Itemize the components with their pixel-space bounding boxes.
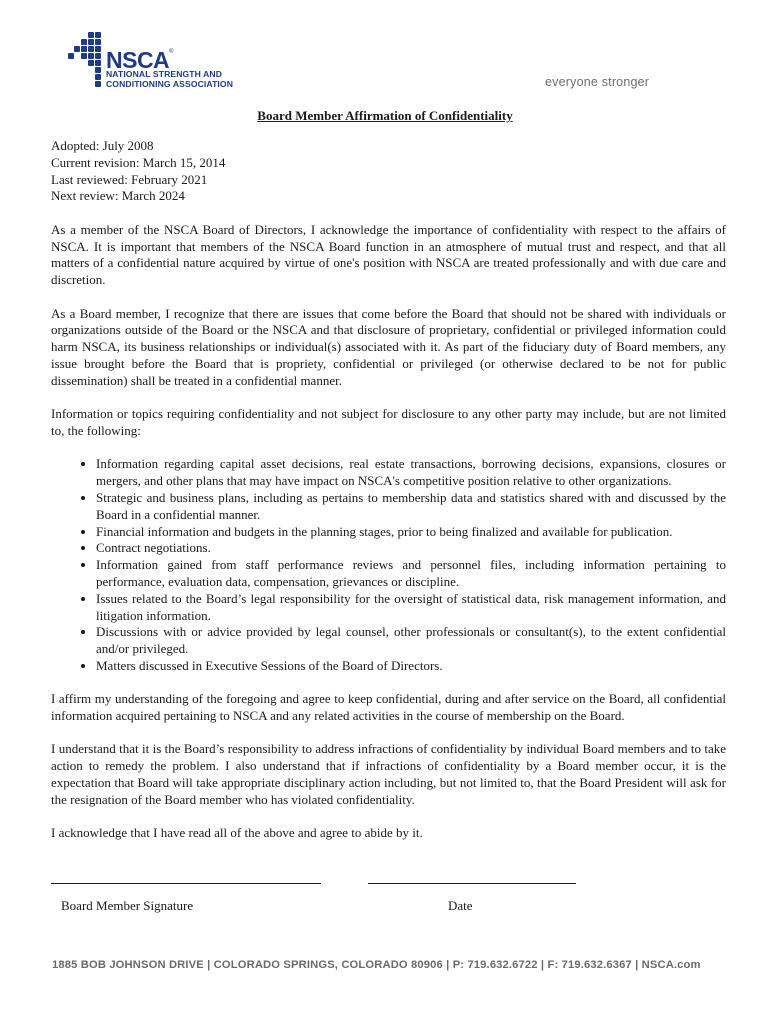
paragraph-agreement: I acknowledge that I have read all of the above and agree to abide by it. — [51, 825, 423, 841]
list-item: • Issues related to the Board’s legal responsibility for the oversight of statistical data, risk management information, and litigation information. — [96, 591, 726, 625]
list-item: • Strategic and business plans, including as pertains to membership data and statistics shared with and discussed by the Board in a confidential manner. — [96, 490, 726, 524]
paragraph-responsibility: I understand that it is the Board’s responsibility to address infractions of confidentiality by individual Board members and to take action to remedy the problem. I also understand that if infractions of confidentiality by a Board member occur, it is the expectation that Board will take appropriate disciplinary action including, but not limited to, that the Board President will ask for the resignation of the Board member who has violated confidentiality. — [51, 741, 726, 807]
current-revision: Current revision: March 15, 2014 — [51, 154, 226, 170]
signature-label: Board Member Signature — [61, 898, 194, 913]
logo-line-1: NATIONAL STRENGTH AND — [106, 69, 223, 79]
paragraph-acknowledgement: As a member of the NSCA Board of Directors, I acknowledge the importance of confidentiality with respect to the affairs of NSCA. It is important that members of the NSCA Board function in an atmosphere of mutual trust and respect, and that all matters of a confidential nature acquired by virtue of one's position with NSCA are treated professionally and with due care and discretion. — [51, 221, 726, 288]
last-reviewed: Last reviewed: February 2021 — [51, 171, 208, 187]
paragraph-affirmation: I affirm my understanding of the foregoing and agree to keep confidential, during and after service on the Board, all confidential information acquired pertaining to NSCA and any related activities in the course of membership on the Board. — [51, 691, 726, 724]
signature-line[interactable] — [51, 883, 321, 884]
document-body — [51, 138, 726, 859]
list-item: • Financial information and budgets in the planning stages, prior to being finalized and available for publication. — [96, 524, 726, 541]
confidential-topics-list — [51, 456, 726, 674]
adopted-date: Adopted: July 2008 — [51, 138, 154, 153]
document-title: Board Member Affirmation of Confidentiality — [257, 108, 513, 123]
list-item: • Contract negotiations. — [96, 540, 726, 557]
list-item: • Discussions with or advice provided by legal counsel, other professionals or consultant(s), to the extent confidential and/or privileged. — [96, 624, 726, 658]
date-label: Date — [448, 898, 473, 913]
nsca-logo-mark-icon — [68, 30, 108, 92]
paragraph-topics-intro: Information or topics requiring confidentiality and not subject for disclosure to any other party may include, but are not limited to, the following: — [51, 406, 726, 438]
revision-info — [51, 138, 726, 205]
footer-address: 1885 BOB JOHNSON DRIVE | COLORADO SPRINGS, COLORADO 80906 | P: 719.632.6722 | F: 719.632.6367 | NSCA.com — [52, 959, 701, 971]
list-item: • Matters discussed in Executive Sessions of the Board of Directors. — [96, 658, 726, 675]
list-item: • Information gained from staff performance reviews and personnel files, including information pertaining to performance, evaluation data, compensation, grievances or discipline. — [96, 557, 726, 591]
tagline: everyone stronger — [545, 75, 650, 89]
date-line[interactable] — [368, 883, 576, 884]
logo-name: NSCA® — [106, 47, 174, 73]
list-item: • Information regarding capital asset decisions, real estate transactions, borrowing decisions, expansions, closures or mergers, and other plans that may have impact on NSCA's competitive position relative to other organizations. — [96, 456, 726, 490]
paragraph-recognition: As a Board member, I recognize that there are issues that come before the Board that should not be shared with individuals or organizations outside of the Board or the NSCA and that disclosure of proprietary, confidential or privileged information could harm NSCA, its business relationships or individual(s) associated with it. As part of the fiduciary duty of Board members, any issue brought before the Board that is propriety, confidential or privileged (or otherwise declared to be not for public dissemination) shall be treated in a confidential manner. — [51, 305, 726, 388]
logo-line-2: CONDITIONING ASSOCIATION — [106, 79, 234, 89]
nsca-logo — [68, 30, 268, 92]
next-review: Next review: March 2024 — [51, 188, 185, 204]
